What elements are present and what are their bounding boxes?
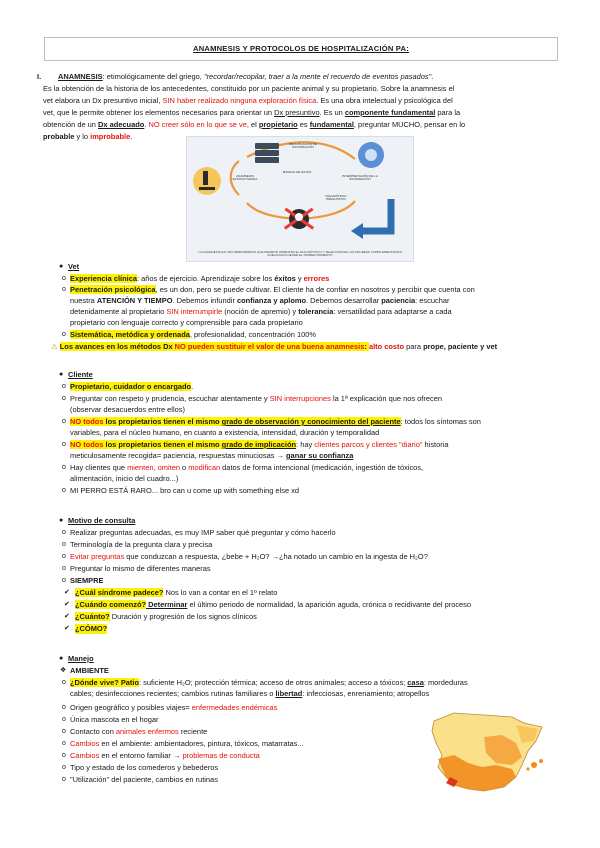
server-icon (255, 143, 279, 163)
page-title: ANAMNESIS Y PROTOCOLOS DE HOSPITALIZACIÓN PA: (44, 37, 558, 61)
list-item: Experiencia clínica: años de ejercicio. Aprendizaje sobre los éxitos y errores (70, 274, 330, 283)
bullet-circle: o (62, 331, 66, 338)
spain-endemic-map (424, 707, 552, 801)
bullet-circle: o (62, 764, 66, 771)
paragraph-line: vet elabora un Dx presuntivo inicial, SIN haber realizado ninguna exploración física. Es una obra intelectual y psicológica del (43, 96, 453, 105)
bullet-circle: o (62, 529, 66, 536)
bullet-circle: o (62, 716, 66, 723)
list-item: "Utilización" del paciente, cambios en rutinas (70, 775, 218, 784)
list-item-continuation: alimentación, inicio del cuadro...) (70, 474, 179, 483)
bullet-circle: o (62, 565, 66, 572)
list-item: MI PERRO ESTÁ RARO... bro can u come up with something else xd (70, 486, 299, 495)
blue-arrow-head (351, 223, 363, 239)
bullet-circle: o (62, 553, 66, 560)
balearic-islands (526, 767, 529, 770)
manejo-heading: Manejo (68, 654, 94, 663)
diagram-label: INTERPRETACIÓN DE LA INFORMACIÓN (342, 174, 378, 182)
bullet-circle: o (62, 418, 66, 425)
check-item: ¿CÓMO? (75, 624, 108, 633)
bullet-circle: o (62, 679, 66, 686)
microscope-icon (193, 167, 221, 195)
bullet-circle: o (62, 752, 66, 759)
check-item: ¿Cuál síndrome padece? Nos lo van a contar en el 1º relato (75, 588, 278, 597)
warning-note: ⚠ Los avances en los métodos Dx NO pueden sustituir el valor de una buena anamnesis: alto costo para prope, paciente y vet (51, 342, 498, 351)
section-number: I. (37, 72, 42, 81)
bullet-dot: ● (59, 371, 64, 378)
diagram-label: ANAMNESIS ESTRUCTURADA (232, 174, 258, 182)
bullet-circle: o (62, 383, 66, 390)
bullet-circle: o (62, 776, 66, 783)
bullet-circle: o (62, 728, 66, 735)
diagram-graphics (187, 137, 413, 261)
diagram-caption: LA ANAMNESIS ES UNA HERRAMIENTA QUE PERMITE ORIENTAR EL DIAGNÓSTICO Y SELECCIONAR LAS PRUEBAS COMPLEMENTARIAS ADECUADAS DESDE EL PRIMER MOMENTO (198, 249, 402, 258)
paragraph-line: vet, que le permite obtener los elementos necesarios para orientar un Dx presuntivo. Es un componente fundamental para la (43, 108, 461, 117)
bullet-circle: o (62, 704, 66, 711)
bullet-circle: o (62, 395, 66, 402)
list-item: Tipo y estado de los comederos y bebederos (70, 763, 219, 772)
list-item: Propietario, cuidador o encargado. (70, 382, 194, 391)
list-item: SIEMPRE (70, 576, 104, 585)
list-item: Origen geográfico y posibles viajes= enfermedades endémicas (70, 703, 278, 712)
bullet-dot: ● (59, 655, 64, 662)
list-item: Preguntar lo mismo de diferentes maneras (70, 564, 211, 573)
bullet-circle: o (62, 541, 66, 548)
balearic-islands (539, 759, 543, 763)
list-item-continuation: (observar desacuerdos entre ellos) (70, 405, 185, 414)
bullet-circle: o (62, 441, 66, 448)
bullet-circle: o (62, 740, 66, 747)
checkmark-icon: ✔ (64, 613, 70, 620)
anamnesis-definition: ANAMNESIS: etimológicamente del griego, "recordar/recopilar, traer a la mente el recuerdo de eventos pasados". (58, 72, 434, 81)
diagram-label: RECOPILACIÓN DE INFORMACIÓN (289, 142, 317, 150)
subheading: AMBIENTE (70, 666, 109, 675)
list-item-continuation: propietario con lenguaje correcto y comprensible para cada propietario (70, 318, 303, 327)
list-item: Sistemática, metódica y ordenada, profesionalidad, concentración 100% (70, 330, 316, 339)
list-item-continuation: meticulosamente recogida= paciencia, respuestas minuciosas → ganar su confianza (70, 451, 354, 460)
check-item: ¿Cuándo comenzó? Determinar el último periodo de normalidad, la aparición aguda, crónica o recidivante del proceso (75, 600, 472, 609)
list-item: Hay clientes que mienten, omiten o modifican datos de forma intencional (medicación, ingestión de tóxicos, (70, 463, 424, 472)
list-item: Cambios en el entorno familiar → problemas de conducta (70, 751, 260, 760)
paragraph-line: obtención de un Dx adecuado. NO creer sólo en lo que se ve, el propietario es fundamental, preguntar MUCHO, pensar en lo (43, 120, 466, 129)
bullet-circle: o (62, 487, 66, 494)
list-item-continuation: variables, para el núcleo humano, en cuanto a existencia, intensidad, duración y temporalidad (70, 428, 380, 437)
balearic-islands (531, 762, 537, 768)
list-item: ¿Dónde vive? Patio: suficiente H₂O; protección térmica; acceso de otros animales; acceso a tóxicos; casa: mordeduras (70, 678, 468, 687)
bullet-circle: o (62, 577, 66, 584)
vet-heading: Vet (68, 262, 80, 271)
bullet-arrow-icon: ❖ (60, 667, 67, 674)
bullet-dot: ● (59, 263, 64, 270)
list-item: Preguntar con respeto y prudencia, escuchar atentamente y SIN interrupciones la 1ª explicación que nos ofrecen (70, 394, 442, 403)
check-item: ¿Cuánto? Duración y progresión de los signos clínicos (75, 612, 257, 621)
bullet-circle: o (62, 275, 66, 282)
paragraph-line: Es la obtención de la historia de los antecedentes, constituido por un paciente animal y su propietario. Sobre la anamnesis el (43, 84, 455, 93)
bullet-dot: ● (59, 517, 64, 524)
bullet-circle: o (62, 286, 66, 293)
paragraph-line: probable y lo improbable. (43, 132, 133, 141)
list-item: NO todos los propietarios tienen el mismo grado de implicación: hay clientes parcos y clientes "diario" historia (70, 440, 449, 449)
list-item: NO todos los propietarios tienen el mismo grado de observación y conocimiento del paciente: todos los síntomas son (70, 417, 481, 426)
warning-icon: ⚠ (51, 342, 58, 351)
list-item: Penetración psicológica, es un don, pero se puede cultivar. El cliente ha de confiar en nosotros y percibir que cuenta con (70, 285, 475, 294)
list-item-continuation: nuestra ATENCIÓN Y TIEMPO. Debemos infundir confianza y aplomo. Debemos desarrollar paciencia: escuchar (70, 296, 450, 305)
bullet-circle: o (62, 464, 66, 471)
list-item: Evitar preguntas que conduzcan a respuesta, ¿bebe + H₂O? →¿ha notado un cambio en la ingesta de H₂O? (70, 552, 428, 561)
virus-icon (358, 142, 384, 168)
list-item: Realizar preguntas adecuadas, es muy IMP saber qué preguntar y cómo hacerlo (70, 528, 336, 537)
diagram-label: MANEJO DE DATOS (282, 170, 312, 174)
list-item-continuation: detenidamente al propietario SIN interrumpirle (noción de apremio) y tolerancia: versatilidad para adaptarse a cada (70, 307, 452, 316)
list-item: Terminología de la pregunta clara y precisa (70, 540, 213, 549)
blue-arrow-icon (359, 199, 391, 231)
list-item: Contacto con animales enfermos reciente (70, 727, 208, 736)
checkmark-icon: ✔ (64, 625, 70, 632)
checkmark-icon: ✔ (64, 601, 70, 608)
motivo-heading: Motivo de consulta (68, 516, 136, 525)
list-item-continuation: cables; desinfecciones recientes; cambios rutinas familiares o libertad: infecciosas, enrenamiento; atropellos (70, 689, 430, 698)
list-item: Única mascota en el hogar (70, 715, 159, 724)
diagram-label: DIAGNÓSTICO PRESUNTIVO (325, 194, 347, 202)
anamnesis-diagram (186, 136, 414, 262)
list-item: Cambios en el ambiente: ambientadores, pintura, tóxicos, matarratas... (70, 739, 304, 748)
cliente-heading: Cliente (68, 370, 93, 379)
checkmark-icon: ✔ (64, 589, 70, 596)
